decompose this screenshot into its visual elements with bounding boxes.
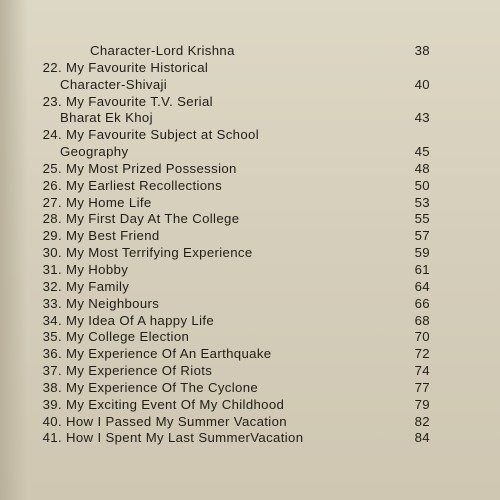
chapter-number: 33. [42,295,62,311]
chapter-title: Character-Shivaji [60,76,168,92]
toc-entry-line [30,195,430,212]
page-number: 57 [414,228,430,244]
page-number: 59 [414,245,430,261]
toc-entry [30,195,430,212]
toc-entry-line [30,430,430,447]
chapter-title: My Idea Of A happy Life [66,312,215,328]
toc-entry-line [30,94,430,111]
toc-entry [30,329,430,346]
toc-entry-continuation-line [30,144,430,161]
chapter-number: 24. [42,127,62,143]
page-number: 50 [414,177,430,193]
chapter-number: 31. [42,261,62,277]
chapter-title: Geography [60,144,129,160]
toc-entry-line [30,397,430,414]
chapter-title: My Earliest Recollections [66,177,223,193]
chapter-number: 37. [42,363,62,379]
chapter-number: 36. [42,346,62,362]
toc-entry-line [30,313,430,330]
chapter-number: 28. [42,211,62,227]
page-number: 82 [414,413,430,429]
page-number: 84 [414,430,430,446]
toc-entry [30,313,430,330]
page-number: 70 [414,329,430,345]
chapter-title: My Favourite Subject at School [66,127,260,143]
chapter-title: Bharat Ek Khoj [60,110,153,126]
page-number: 61 [414,261,430,277]
chapter-title: My Most Terrifying Experience [66,245,253,261]
chapter-title: My Experience Of An Earthquake [66,346,272,362]
table-of-contents [30,43,430,447]
toc-entry-line [30,178,430,195]
toc-entry-line [30,380,430,397]
toc-entry-line [30,279,430,296]
toc-entry-line [30,60,430,77]
page-number: 48 [414,160,430,176]
chapter-number: 27. [42,194,62,210]
toc-entry-line [30,43,430,60]
chapter-number: 22. [42,59,62,75]
page-number: 72 [414,346,430,362]
chapter-number: 35. [42,329,62,345]
chapter-title: My Most Prized Possession [66,160,237,176]
toc-entry-line [30,127,430,144]
toc-entry [30,346,430,363]
page-number: 40 [414,76,430,92]
chapter-number: 29. [42,228,62,244]
toc-entry-line [30,346,430,363]
chapter-title: My Hobby [66,261,129,277]
toc-entry [30,127,430,161]
toc-entry-line [30,262,430,279]
page-number: 38 [414,43,430,58]
chapter-title: My Experience Of The Cyclone [66,379,259,395]
page-number: 77 [414,379,430,395]
chapter-title: My Exciting Event Of My Childhood [66,396,285,412]
toc-entry-line [30,329,430,346]
chapter-title: My Family [66,278,130,294]
toc-entry [30,414,430,431]
toc-entry [30,161,430,178]
toc-entry [30,228,430,245]
toc-entry-line [30,211,430,228]
chapter-title: My Favourite Historical [66,59,209,75]
page-number: 74 [414,363,430,379]
chapter-title: My Best Friend [66,228,160,244]
toc-entry [30,94,430,128]
page-number: 55 [414,211,430,227]
page-number: 79 [414,396,430,412]
chapter-number: 26. [42,177,62,193]
toc-entry-line [30,414,430,431]
toc-entry [30,279,430,296]
page-number: 43 [414,110,430,126]
toc-entry [30,178,430,195]
toc-entry-line [30,296,430,313]
page-number: 45 [414,144,430,160]
chapter-title: My Home Life [66,194,152,210]
page-number: 66 [414,295,430,311]
page-number: 68 [414,312,430,328]
toc-entry [30,363,430,380]
chapter-number: 40. [42,413,62,429]
chapter-number: 30. [42,245,62,261]
chapter-number: 32. [42,278,62,294]
toc-entry-continuation-line [30,77,430,94]
chapter-title: My Experience Of Riots [66,363,213,379]
toc-entry [30,245,430,262]
chapter-number: 38. [42,379,62,395]
toc-entry [30,380,430,397]
chapter-title: My First Day At The College [66,211,240,227]
toc-entry-line [30,363,430,380]
chapter-number: 41. [42,430,62,446]
toc-entry [30,43,430,60]
toc-entry [30,211,430,228]
toc-entry-line [30,161,430,178]
chapter-number: 34. [42,312,62,328]
chapter-title: How I Passed My Summer Vacation [66,413,287,429]
toc-entry [30,262,430,279]
toc-entry [30,397,430,414]
page-number: 53 [414,194,430,210]
toc-entry [30,60,430,94]
chapter-number: 23. [42,93,62,109]
page-gutter-shadow [0,0,28,500]
chapter-title: My College Election [66,329,190,345]
toc-entry-continuation-line [30,110,430,127]
toc-entry-line [30,245,430,262]
page-number: 64 [414,278,430,294]
chapter-number: 39. [42,396,62,412]
chapter-title: My Favourite T.V. Serial [66,93,213,109]
toc-entry [30,430,430,447]
toc-entry-line [30,228,430,245]
chapter-title: My Neighbours [66,295,160,311]
chapter-title: Character-Lord Krishna [90,43,235,58]
chapter-title: How I Spent My Last SummerVacation [66,430,304,446]
toc-entry [30,296,430,313]
chapter-number: 25. [42,160,62,176]
